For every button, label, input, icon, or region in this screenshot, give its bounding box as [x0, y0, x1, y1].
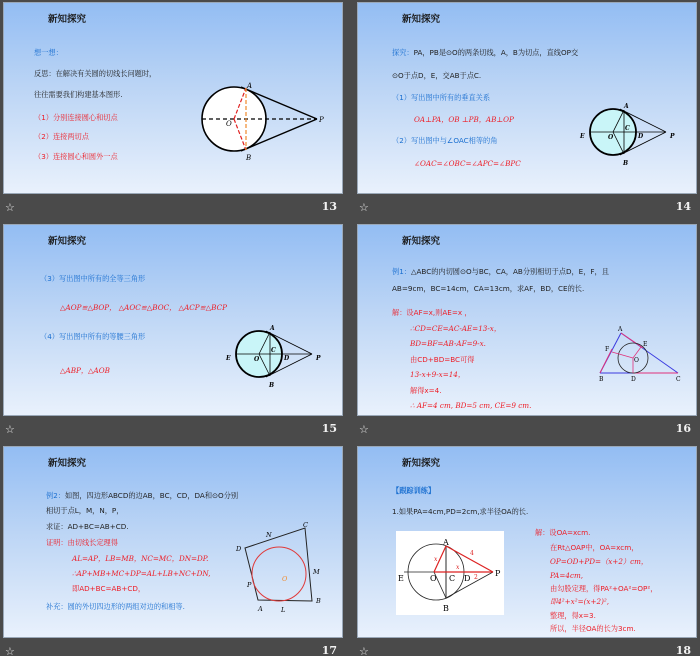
slide-16-footer: [357, 416, 697, 444]
svg-text:E: E: [580, 133, 585, 140]
slide-number: 15: [321, 422, 337, 435]
proof-line: ∴AP+MB+MC+DP=AL+LB+NC+DN,: [72, 569, 211, 578]
svg-text:O: O: [282, 575, 288, 583]
section-heading: 【跟踪训练】: [392, 486, 436, 495]
svg-text:C: C: [625, 125, 630, 132]
svg-text:B: B: [316, 597, 321, 605]
svg-text:C: C: [271, 347, 276, 354]
step-3: （3）连接圆心和圆外一点: [34, 152, 118, 161]
step-2: （2）连接两切点: [34, 132, 89, 141]
solution-line: 13-x+9-x=14，: [410, 370, 466, 379]
svg-text:2: 2: [474, 574, 478, 581]
slide-title: 新知探究: [402, 458, 441, 469]
slide-number: 13: [321, 200, 337, 213]
star-icon[interactable]: ☆: [5, 201, 15, 214]
solution-line: 由CD+BD=BC可得: [410, 355, 475, 364]
slide-title: 新知探究: [402, 236, 441, 247]
reflection-line-1: 反思：在解决有关圆的切线长问题时，: [34, 69, 157, 78]
svg-text:O: O: [430, 574, 437, 583]
slide-number: 18: [675, 644, 691, 656]
svg-text:D: D: [236, 545, 242, 553]
slide-14[interactable]: [357, 2, 697, 194]
solution-line: BD=BF=AB-AF=9-x.: [410, 339, 486, 348]
solution-line: 在Rt△OAP中，OA=xcm，: [550, 543, 639, 552]
svg-text:B: B: [599, 376, 604, 383]
svg-text:E: E: [398, 574, 404, 583]
svg-text:C: C: [449, 574, 456, 583]
explore-prompt: 探究：PA，PB是⊙O的两条切线，A，B为切点，直线OP交: [392, 48, 579, 57]
svg-text:C: C: [676, 376, 681, 383]
svg-text:P: P: [495, 569, 501, 578]
explore-prompt-line-2: ⊙O于点D，E，交AB于点C.: [392, 71, 482, 80]
svg-text:M: M: [313, 568, 320, 576]
svg-text:O: O: [254, 356, 260, 363]
svg-text:D: D: [284, 355, 290, 362]
svg-text:D: D: [638, 133, 644, 140]
reflection-line-2: 往往需要我们构建基本图形.: [34, 90, 123, 99]
solution-line: 解得x=4.: [410, 386, 442, 395]
slide-title: 新知探究: [48, 458, 87, 469]
svg-text:F: F: [605, 346, 610, 353]
svg-text:x: x: [434, 556, 438, 563]
answer-4: △ABP，△AOB: [60, 366, 110, 375]
label-o: O: [226, 120, 232, 128]
practice-question: 1.如果PA=4cm,PD=2cm,求半径OA的长.: [392, 507, 529, 516]
svg-text:N: N: [266, 531, 272, 539]
solution-line: ∴ AF=4 cm, BD=5 cm, CE=9 cm.: [410, 401, 532, 410]
tangent-figure: [224, 321, 334, 391]
solution-line: PA=4cm,: [550, 571, 584, 580]
example-2-line-3: 求证：AD+BC=AB+CD.: [46, 522, 129, 531]
solution-line: 解：设OA=xcm.: [535, 528, 591, 537]
label-a: A: [247, 82, 253, 90]
label-p: P: [319, 116, 324, 124]
solution-line: 整理，得x=3.: [550, 611, 596, 620]
slide-13[interactable]: [3, 2, 343, 194]
solution-line: 由勾股定理，得PA²+OA²=OP²，: [550, 584, 658, 593]
svg-text:P: P: [247, 581, 252, 589]
practice-figure: [396, 531, 506, 617]
svg-text:E: E: [643, 341, 648, 348]
slide-title: 新知探究: [48, 14, 87, 25]
solution-line: OP=OD+PD=（x+2）cm，: [550, 557, 649, 566]
star-icon[interactable]: ☆: [359, 645, 369, 656]
slide-title: 新知探究: [48, 236, 87, 247]
svg-text:A: A: [258, 605, 263, 613]
proof-line: AL=AP，LB=MB，NC=MC，DN=DP.: [72, 554, 209, 563]
svg-text:B: B: [269, 382, 275, 389]
example-2-line-2: 相切于点L，M，N，P，: [46, 506, 124, 515]
slide-17[interactable]: [3, 446, 343, 638]
example-1-line-2: AB=9cm，BC=14cm，CA=13cm，求AF，BD，CE的长.: [392, 284, 585, 293]
proof-heading: 证明：由切线长定理得: [46, 538, 118, 547]
slide-18[interactable]: [357, 446, 697, 638]
slide-16[interactable]: [357, 224, 697, 416]
slide-title: 新知探究: [402, 14, 441, 25]
svg-text:C: C: [303, 521, 308, 529]
star-icon[interactable]: ☆: [5, 423, 15, 436]
svg-text:A: A: [618, 326, 623, 333]
slide-15-footer: [3, 416, 343, 444]
svg-text:A: A: [270, 325, 275, 332]
svg-text:A: A: [443, 538, 449, 547]
answer-3: △AOP≌△BOP， △AOC≌△BOC， △ACP≌△BCP: [60, 303, 227, 312]
svg-text:x: x: [456, 564, 460, 571]
svg-text:L: L: [281, 606, 286, 614]
svg-text:B: B: [443, 604, 449, 613]
svg-text:O: O: [608, 134, 614, 141]
slide-17-footer: [3, 638, 343, 656]
incircle-triangle-figure: [593, 327, 683, 387]
answer-2: ∠OAC=∠OBC=∠APC=∠BPC: [414, 159, 521, 168]
svg-text:P: P: [316, 355, 321, 362]
star-icon[interactable]: ☆: [359, 201, 369, 214]
slide-number: 17: [321, 644, 337, 656]
svg-text:P: P: [670, 133, 675, 140]
slide-number: 16: [675, 422, 691, 435]
example-2-prompt: 例2：如图，四边形ABCD的边AB，BC，CD，DA和⊙O分别: [46, 491, 239, 500]
question-4: （4）写出图中所有的等腰三角形: [40, 332, 146, 341]
supplement-note: 补充：圆的外切四边形的两组对边的和相等.: [46, 602, 185, 611]
svg-text:4: 4: [470, 550, 474, 557]
question-2: （2）写出图中与∠OAC相等的角: [392, 136, 498, 145]
question-3: （3）写出图中所有的全等三角形: [40, 274, 146, 283]
step-1: （1）分别连接圆心和切点: [34, 113, 118, 122]
answer-1: OA⊥PA，OB ⊥PB，AB⊥OP: [414, 115, 514, 124]
svg-text:A: A: [624, 103, 629, 110]
label-b: B: [246, 154, 252, 162]
proof-line: 即AD+BC=AB+CD，: [72, 584, 146, 593]
svg-text:O: O: [634, 357, 639, 364]
tangent-figure: [578, 99, 688, 169]
svg-text:E: E: [226, 355, 231, 362]
svg-text:D: D: [464, 574, 471, 583]
example-1-prompt: 例1：△ABC的内切圆⊙O与BC，CA，AB分别相切于点D，E，F，且: [392, 267, 609, 276]
solution-line: 解：设AF=x,则AE=x ，: [392, 308, 472, 317]
star-icon[interactable]: ☆: [5, 645, 15, 656]
think-heading: 想一想：: [34, 48, 63, 57]
tangent-figure: [199, 81, 329, 161]
star-icon[interactable]: ☆: [359, 423, 369, 436]
solution-line: ∴CD=CE=AC-AE=13-x，: [410, 324, 502, 333]
slide-number: 14: [675, 200, 691, 213]
slide-15[interactable]: [3, 224, 343, 416]
slide-14-footer: [357, 194, 697, 222]
tangential-quadrilateral-figure: [232, 523, 327, 613]
slide-18-footer: [357, 638, 697, 656]
solution-line: 所以，半径OA的长为3cm.: [550, 624, 636, 633]
slide-13-footer: [3, 194, 343, 222]
svg-text:D: D: [631, 376, 636, 383]
svg-text:B: B: [623, 160, 629, 167]
solution-line: 即4²+x²=(x+2)²,: [550, 597, 610, 606]
question-1: （1）写出图中所有的垂直关系: [392, 93, 491, 102]
